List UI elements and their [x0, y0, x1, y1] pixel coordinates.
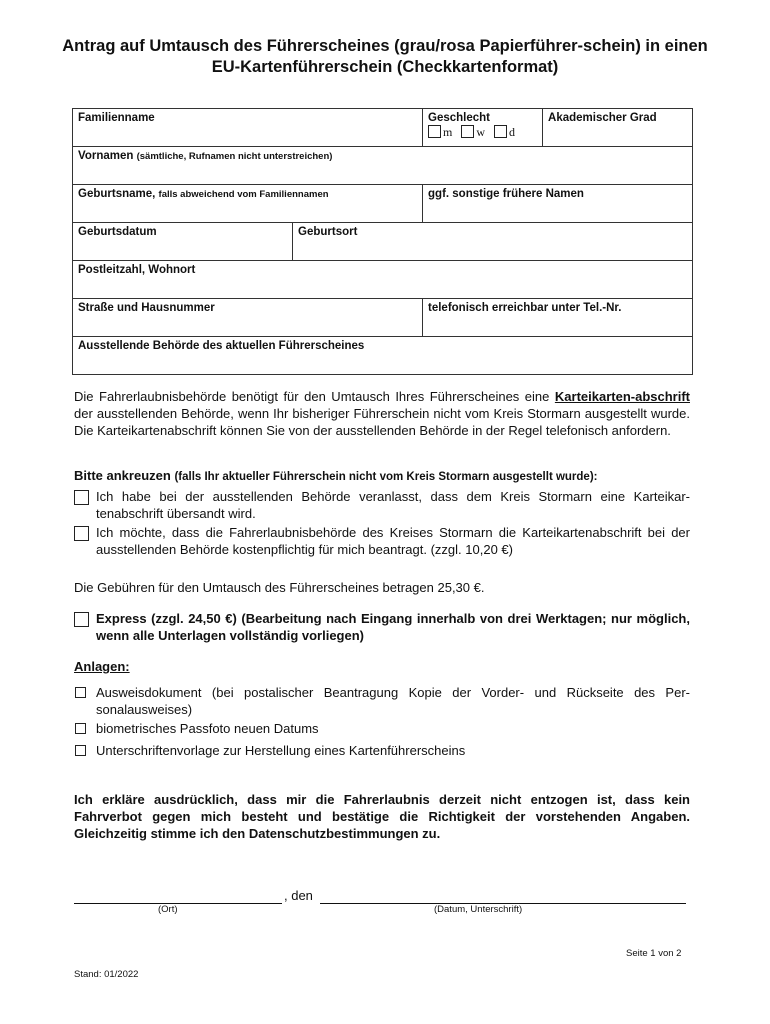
applicant-form-table — [72, 108, 693, 375]
option-karteikarte-veranlasst — [74, 488, 690, 522]
field-vornamen[interactable] — [73, 147, 693, 185]
field-strasse[interactable] — [73, 299, 423, 337]
label-fruehere-namen: ggf. sonstige frühere Namen — [428, 188, 584, 200]
stand-text: Stand: 01/2022 — [74, 969, 139, 980]
anlage-item — [74, 720, 690, 737]
label-geburtsort: Geburtsort — [298, 226, 358, 238]
gebuehren-text: Die Gebühren für den Umtausch des Führerscheines betragen 25,30 €. — [74, 580, 485, 595]
hint-geburtsname: falls abweichend vom Familiennamen — [158, 189, 329, 200]
anlage3-checkbox[interactable] — [75, 745, 86, 756]
anlage2-text: biometrisches Passfoto neuen Datums — [96, 721, 319, 736]
field-geschlecht — [423, 109, 543, 147]
hint-vornamen: (sämtliche, Rufnamen nicht unterstreichen) — [136, 151, 333, 162]
anlage-item — [74, 742, 690, 759]
info-paragraph — [74, 388, 690, 439]
anlage1-checkbox[interactable] — [75, 687, 86, 698]
field-geburtsname[interactable] — [73, 185, 423, 223]
label-strasse: Straße und Hausnummer — [78, 302, 215, 314]
label-behoerde: Ausstellende Behörde des aktuellen Führerscheines — [78, 340, 365, 352]
express-text: Express (zzgl. 24,50 €) (Bearbeitung nach Eingang innerhalb von drei Werktagen; nur möglich, wenn alle Unterlagen vollständig vorliegen) — [96, 611, 690, 643]
anlage2-checkbox[interactable] — [75, 723, 86, 734]
field-familienname[interactable] — [73, 109, 423, 147]
anlage1-text: Ausweisdokument (bei postalischer Beantragung Kopie der Vorder- und Rückseite des Per-sonalausweises) — [96, 685, 690, 717]
ort-line[interactable] — [74, 903, 282, 904]
datum-label: (Datum, Unterschrift) — [434, 904, 523, 915]
erklaerung-text: Ich erkläre ausdrücklich, dass mir die Fahrerlaubnis derzeit nicht entzogen ist, dass kein Fahrverbot gegen mich besteht und bestätige die Richtigkeit der vorstehenden Angaben. Gleichzeitig stimme ich den Datenschutzbestimmungen zu. — [74, 792, 690, 841]
info-text-2: der ausstellenden Behörde, wenn Ihr bisheriger Führerschein nicht vom Kreis Stormarn ausgestellt wurde. Die Karteikartenabschrift können Sie von der ausstellenden Behörde in der Regel telefonisch anfordern. — [74, 406, 690, 438]
option1-text: Ich habe bei der ausstellenden Behörde veranlasst, dass dem Kreis Stormarn eine Karteikar-tenabschrift übersandt wird. — [96, 489, 690, 521]
gender-m-checkbox[interactable] — [428, 125, 441, 138]
gender-w-label: w — [476, 125, 486, 139]
anlage-item — [74, 684, 690, 718]
label-telefon: telefonisch erreichbar unter Tel.-Nr. — [428, 302, 622, 314]
anlagen-title: Anlagen: — [74, 659, 130, 674]
gender-m-label: m — [443, 125, 453, 139]
option2-checkbox[interactable] — [74, 526, 89, 541]
option-karteikarte-beantragen — [74, 524, 690, 558]
info-highlight: Karteikarten-abschrift — [554, 389, 690, 404]
ort-label: (Ort) — [158, 904, 178, 915]
option2-text: Ich möchte, dass die Fahrerlaubnisbehörde des Kreises Stormarn die Karteikartenabschrift bei der ausstellenden Behörde kostenpflichtig für mich beantragt. (zzgl. 10,20 €) — [96, 525, 690, 557]
field-plz-wohnort[interactable] — [73, 261, 693, 299]
den-text: , den — [284, 888, 313, 903]
field-akademischer-grad[interactable] — [543, 109, 693, 147]
gender-d-label: d — [509, 125, 516, 139]
field-geburtsort[interactable] — [293, 223, 693, 261]
label-geschlecht: Geschlecht — [428, 112, 491, 124]
express-checkbox[interactable] — [74, 612, 89, 627]
label-plz-wohnort: Postleitzahl, Wohnort — [78, 264, 196, 276]
ankreuzen-title: Bitte ankreuzen — [74, 468, 171, 483]
anlage3-text: Unterschriftenvorlage zur Herstellung eines Kartenführerscheins — [96, 743, 466, 758]
info-text-1: Die Fahrerlaubnisbehörde benötigt für den Umtausch Ihres Führerscheines eine — [74, 389, 555, 404]
field-behoerde[interactable] — [73, 337, 693, 375]
anlagen-heading — [74, 658, 690, 675]
ankreuzen-hint: (falls Ihr aktueller Führerschein nicht vom Kreis Stormarn ausgestellt wurde): — [174, 471, 598, 483]
ankreuzen-heading — [74, 467, 690, 486]
gender-d-checkbox[interactable] — [494, 125, 507, 138]
option-express — [74, 610, 690, 644]
field-fruehere-namen[interactable] — [423, 185, 693, 223]
label-akademischer-grad: Akademischer Grad — [548, 112, 657, 124]
page-number: Seite 1 von 2 — [626, 948, 682, 959]
field-telefon[interactable] — [423, 299, 693, 337]
gender-w-checkbox[interactable] — [461, 125, 474, 138]
label-geburtsname: Geburtsname, — [78, 188, 156, 200]
gender-options — [428, 125, 537, 140]
label-vornamen: Vornamen — [78, 150, 134, 162]
page-title: Antrag auf Umtausch des Führerscheines (grau/rosa Papierführer-schein) in einen EU-Kartenführerschein (Checkkartenformat) — [62, 37, 708, 76]
option1-checkbox[interactable] — [74, 490, 89, 505]
label-familienname: Familienname — [78, 112, 155, 124]
field-geburtsdatum[interactable] — [73, 223, 293, 261]
label-geburtsdatum: Geburtsdatum — [78, 226, 157, 238]
